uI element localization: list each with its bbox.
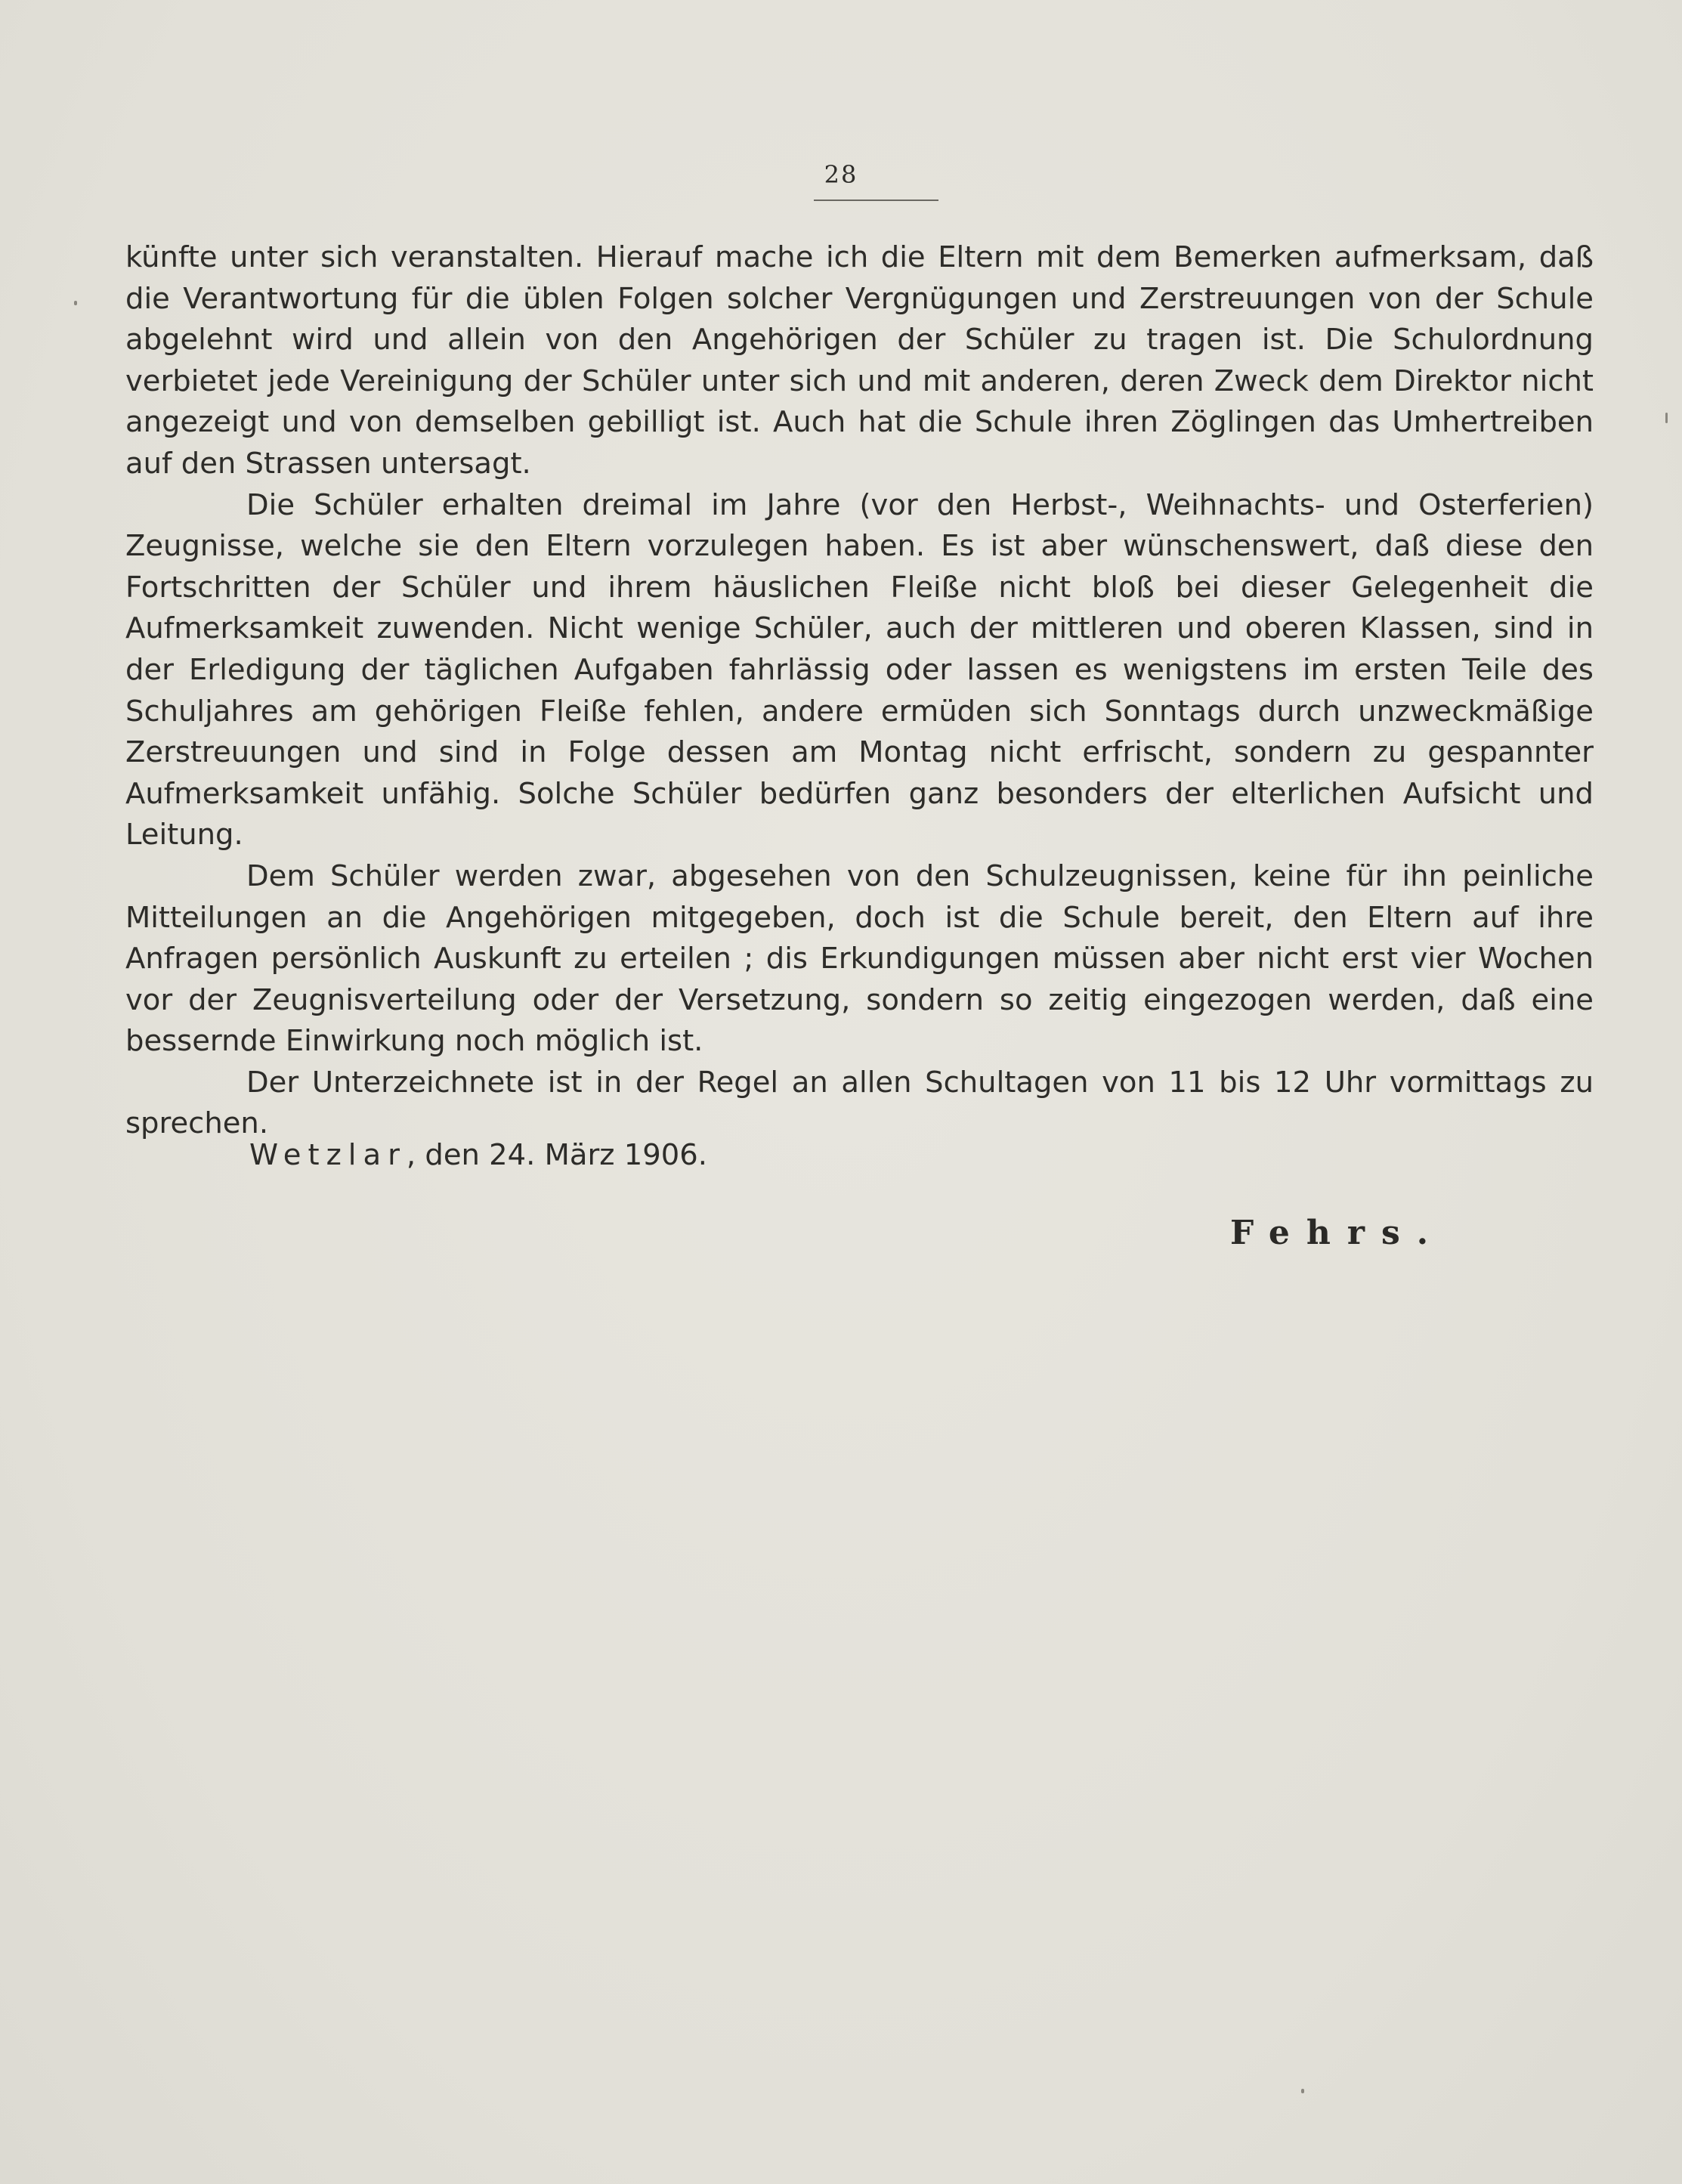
dateline-place: Wetzlar (249, 1138, 407, 1172)
paragraph-1: künfte unter sich veranstalten. Hierauf mache ich die Eltern mit dem Bemerken aufmerksam, daß die Verantwortung für die üblen Folgen solcher Vergnügungen und Zerstreuungen von der Schule abgelehnt wird und allein von den Angehörigen der Schüler zu tragen ist. Die Schulordnung verbietet jede Vereinigung der Schüler unter sich und mit anderen, deren Zweck dem Direktor nicht angezeigt und von demselben gebilligt ist. Auch hat die Schule ihren Zöglingen das Umhertreiben auf den Strassen untersagt. (125, 240, 1594, 481)
header-rule (814, 200, 938, 201)
paper-speck (74, 301, 77, 305)
paper-speck (1665, 413, 1668, 423)
paragraph-3: Dem Schüler werden zwar, abgesehen von den Schulzeugnissen, keine für ihn peinliche Mitteilungen an die Angehörigen mitgegeben, doch ist die Schule bereit, den Eltern auf ihre Anfragen persönlich Auskunft zu erteilen ; dis Erkundigungen müssen aber nicht erst vier Wochen vor der Zeugnisverteilung oder der Versetzung, sondern so zeitig eingezogen werden, daß eine bessernde Einwirkung noch möglich ist. (125, 858, 1594, 1059)
page-number: 28 (824, 160, 858, 189)
dateline-date: , den 24. März 1906. (406, 1138, 707, 1172)
paragraph-2: Die Schüler erhalten dreimal im Jahre (vor den Herbst-, Weihnachts- und Osterferien) Zeugnisse, welche sie den Eltern vorzulegen haben. Es ist aber wünschenswert, daß diese den Fortschritten der Schüler und ihrem häuslichen Fleiße nicht bloß bei dieser Gelegenheit die Aufmerksamkeit zuwenden. Nicht wenige Schüler, auch der mittleren und oberen Klassen, sind in der Erledigung der täglichen Aufgaben fahrlässig oder lassen es wenigstens im ersten Teile des Schuljahres am gehörigen Fleiße fehlen, andere ermüden sich Sonntags durch unzweckmäßige Zerstreuungen und sind in Folge dessen am Montag nicht erfrischt, sondern zu gespannter Aufmerksamkeit unfähig. Solche Schüler bedürfen ganz besonders der elterlichen Aufsicht und Leitung. (125, 487, 1594, 852)
paragraph-4: Der Unterzeichnete ist in der Regel an allen Schultagen von 11 bis 12 Uhr vormittags zu sprechen. (125, 1065, 1594, 1141)
dateline (249, 1138, 707, 1172)
paper-speck (1301, 2089, 1304, 2093)
signature: Fehrs. (1230, 1214, 1445, 1252)
body-text (125, 237, 1594, 1145)
